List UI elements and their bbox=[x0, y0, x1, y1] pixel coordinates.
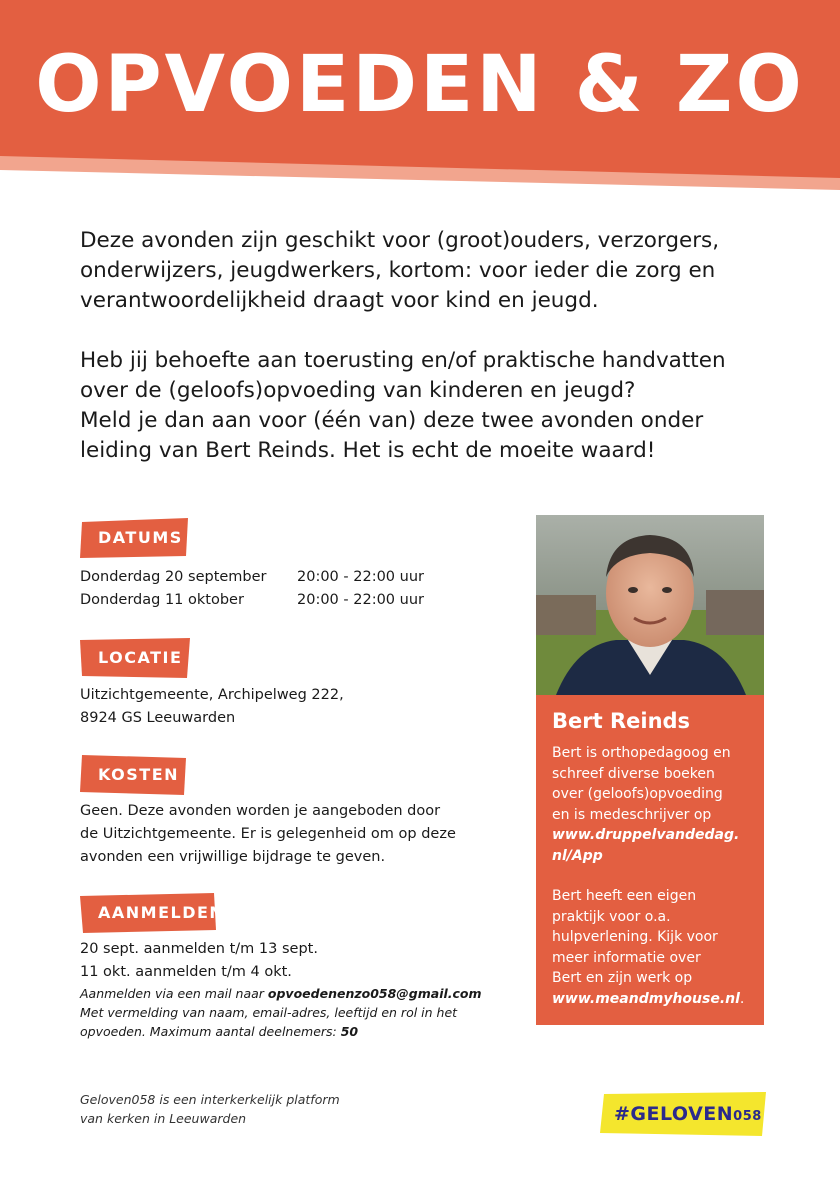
druppelvandedag-link[interactable]: www.druppelvandedag. bbox=[552, 827, 740, 843]
intro-paragraph-1: Deze avonden zijn geschikt voor (groot)ouders, verzorgers, onderwijzers, jeugdwerkers, kortom: voor ieder die zorg en verantwoordelijkheid draagt voor kind en jeugd. bbox=[80, 228, 720, 313]
bio-text: Bert is orthopedagoog en schreef diverse boeken over (geloofs)opvoeding en is medeschrijver op www.druppelvandedag. nl/App Bert heeft een eigen praktijk voor o.a. hulpverlening. Kijk voor meer informatie over Bert en zijn werk op www.meandmyhouse.nl. bbox=[552, 743, 748, 1009]
bert-reinds-photo bbox=[536, 515, 764, 695]
date-row: Donderdag 11 oktober 20:00 - 22:00 uur bbox=[80, 592, 424, 608]
aanmelden-label: AANMELDEN bbox=[80, 893, 216, 933]
date-row: Donderdag 20 september 20:00 - 22:00 uur bbox=[80, 569, 424, 585]
kosten-text: Geen. Deze avonden worden je aangeboden door de Uitzichtgemeente. Er is gelegenheid om op deze avonden een vrijwillige bijdrage te geven. bbox=[80, 803, 456, 865]
footer-text: Geloven058 is een interkerkelijk platform van kerken in Leeuwarden bbox=[80, 1092, 340, 1126]
locatie-label: LOCATIE bbox=[80, 638, 190, 678]
bio-card bbox=[536, 695, 764, 1025]
page-title: OPVOEDEN & ZO bbox=[35, 40, 805, 130]
geloven058-badge: #GELOVEN058 bbox=[600, 1092, 766, 1136]
aanmelden-text: 20 sept. aanmelden t/m 13 sept. 11 okt. aanmelden t/m 4 okt. Aanmelden via een mail naar opvoedenenzo058@gmail.com Met vermelding van naam, email-adres, leeftijd en rol in het opvoeden. Maximum aantal deelnemers: 50 bbox=[80, 941, 482, 1039]
email-link[interactable]: opvoedenenzo058@gmail.com bbox=[267, 986, 482, 1001]
aanmelden-note: Aanmelden via een mail naar opvoedenenzo058@gmail.com Met vermelding van naam, email-adres, leeftijd en rol in het opvoeden. Maximum aantal deelnemers: 50 bbox=[80, 986, 482, 1039]
locatie-address: Uitzichtgemeente, Archipelweg 222, 8924 GS Leeuwarden bbox=[80, 687, 344, 726]
datums-list bbox=[80, 566, 424, 612]
kosten-label: KOSTEN bbox=[80, 755, 186, 795]
meandmyhouse-link[interactable]: www.meandmyhouse.nl bbox=[552, 990, 740, 1007]
druppelvandedag-link-cont[interactable]: nl/App bbox=[552, 847, 603, 864]
intro-paragraph-2: Heb jij behoefte aan toerusting en/of praktische handvatten over de (geloofs)opvoeding van kinderen en jeugd? Meld je dan aan voor (één van) deze twee avonden onder leiding van Bert Reinds. Het is echt de moeite waard! bbox=[80, 348, 726, 463]
intro-text bbox=[80, 226, 780, 496]
datums-label: DATUMS bbox=[80, 518, 190, 558]
bio-name: Bert Reinds bbox=[552, 709, 691, 733]
